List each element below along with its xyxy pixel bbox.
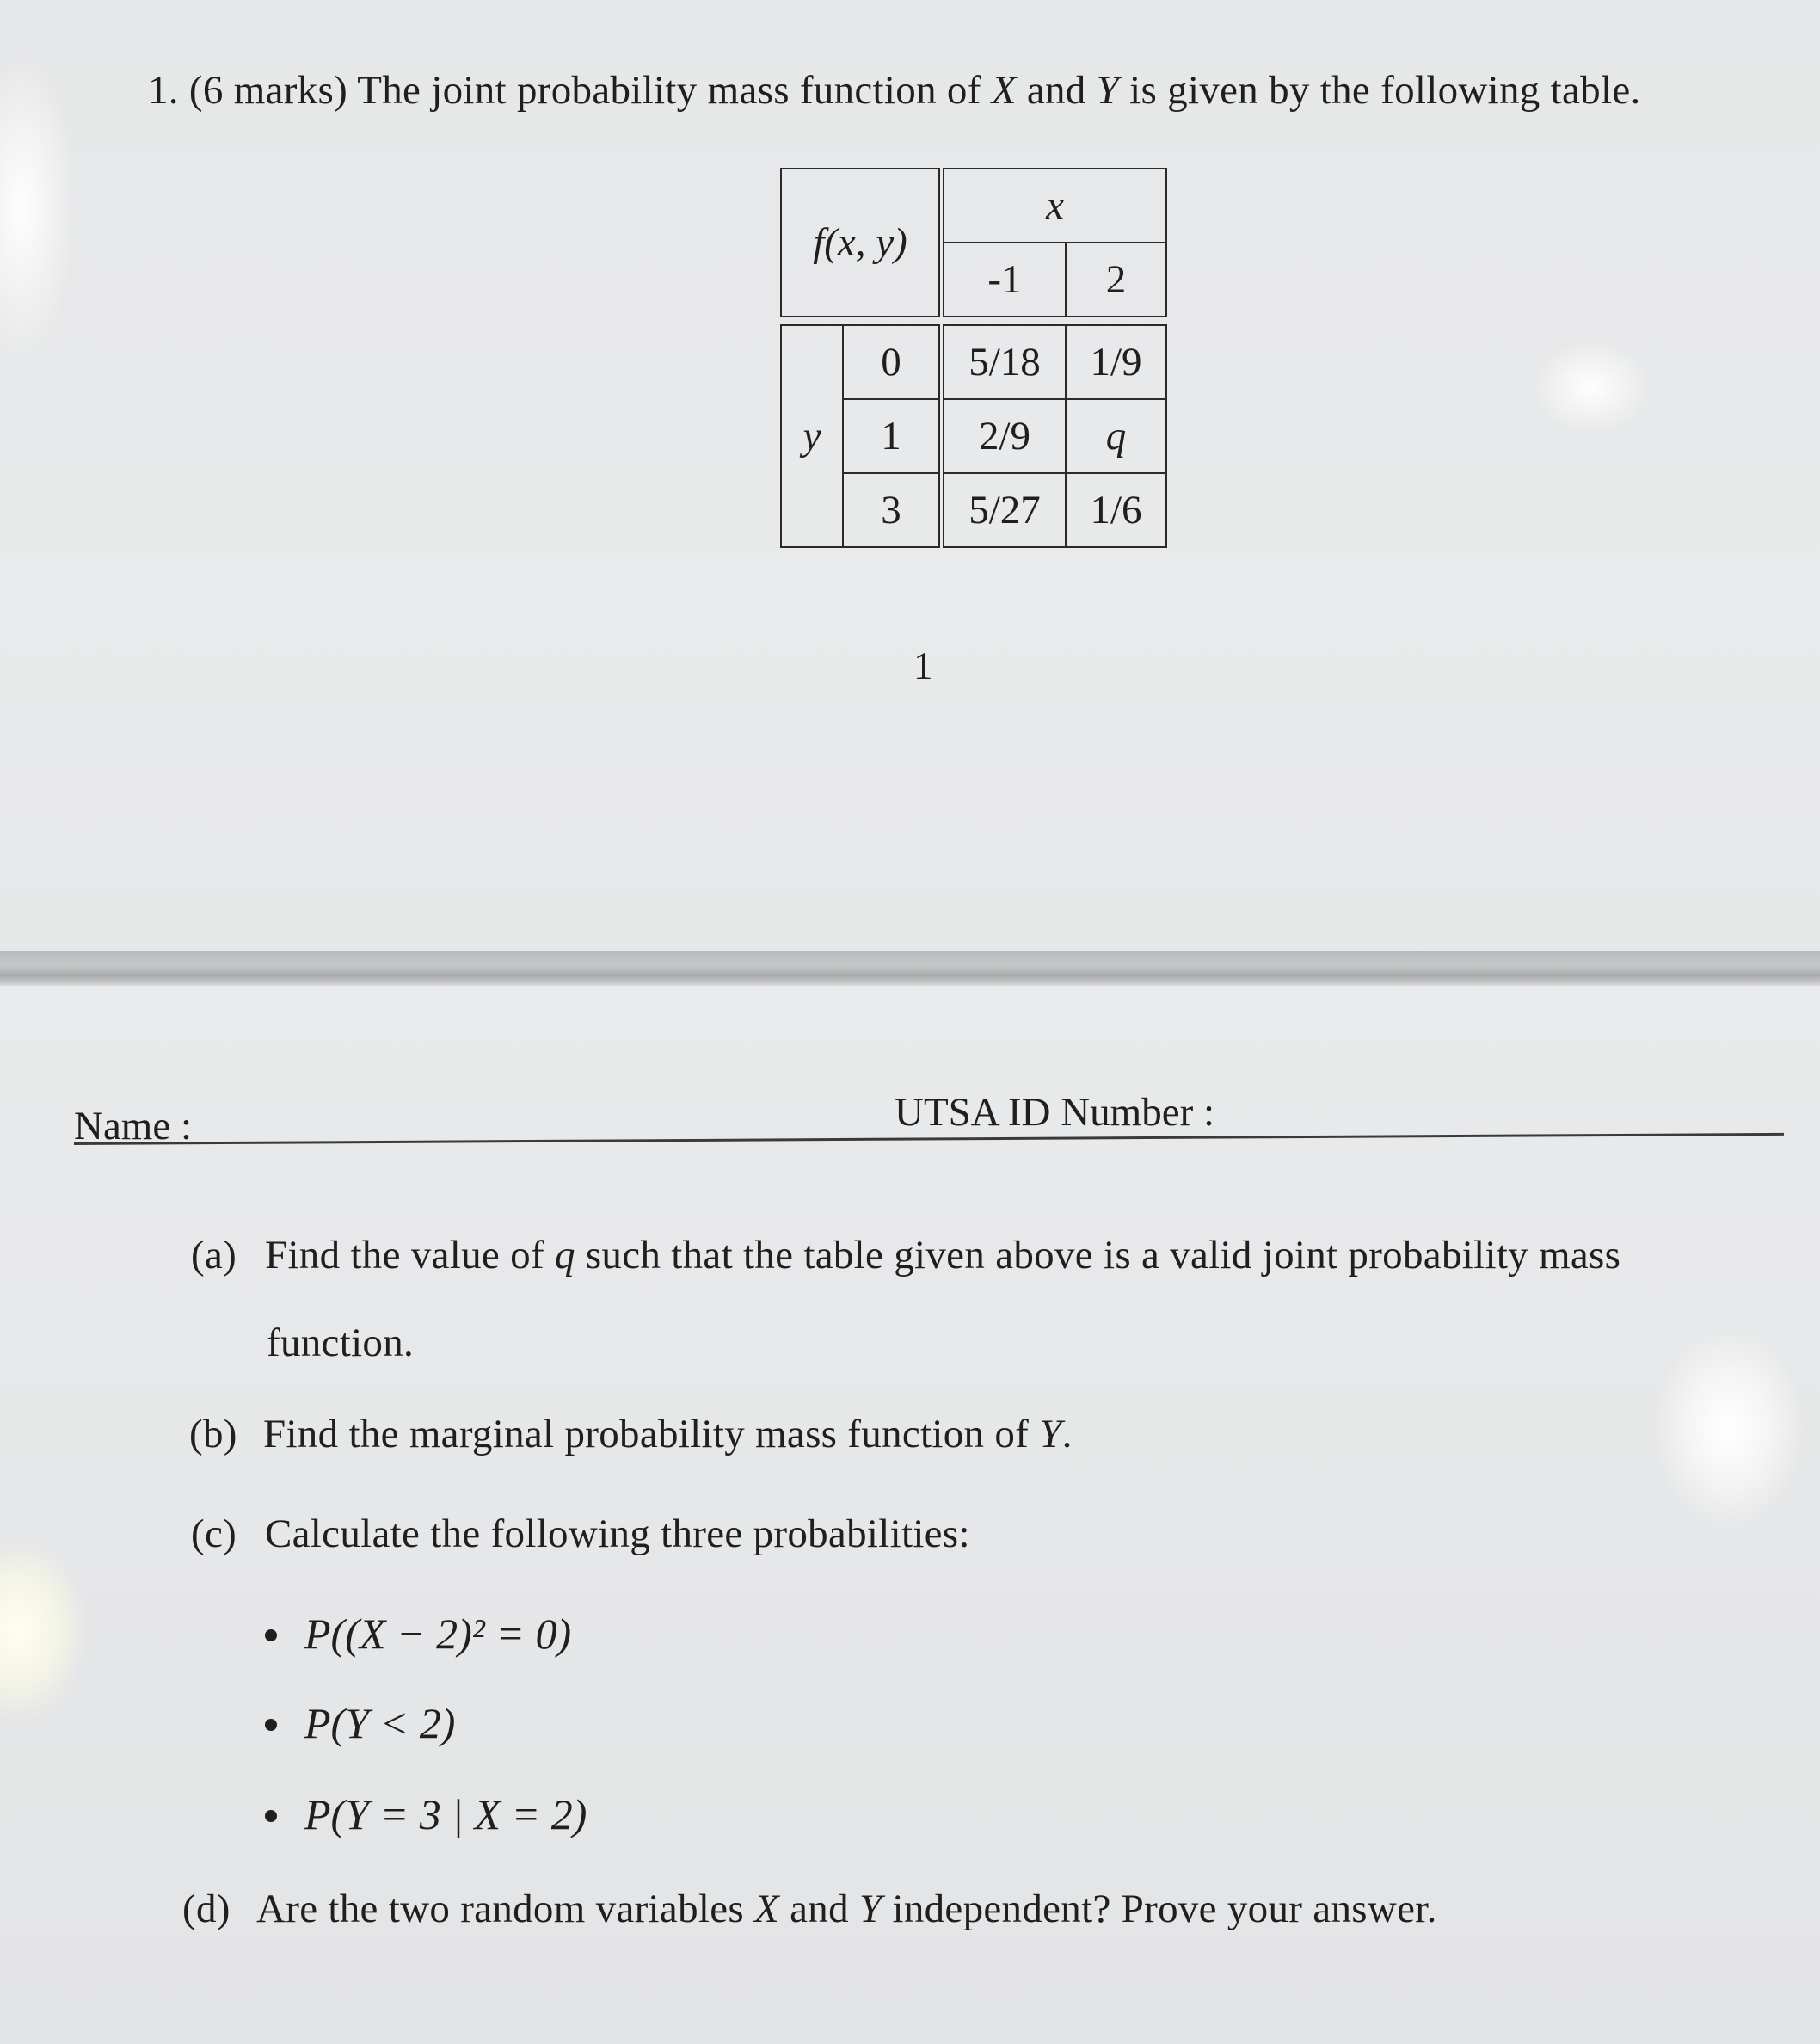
glare-left-top	[0, 52, 77, 361]
var-y: Y	[1096, 68, 1120, 113]
part-a-line2: function.	[267, 1321, 415, 1365]
var-q: q	[554, 1233, 575, 1278]
var-y: Y	[1039, 1412, 1062, 1456]
part-b	[189, 1411, 1073, 1457]
part-d-text-pre: Are the two random variables	[256, 1887, 744, 1931]
table-cell: 1/9	[1066, 325, 1166, 399]
var-y: Y	[858, 1887, 882, 1931]
part-b-label: (b)	[189, 1412, 237, 1456]
table-corner-cell	[781, 169, 942, 317]
table-cell: q	[1066, 399, 1166, 473]
table-row	[781, 325, 1166, 399]
question-and: and	[1026, 68, 1086, 113]
question-text-pre: The joint probability mass function of	[357, 68, 981, 113]
part-a-text-post: such that the table given above is a valid joint probability mass	[585, 1233, 1621, 1278]
part-a	[191, 1232, 1620, 1278]
probability-expression: P(Y = 3 | X = 2)	[304, 1790, 587, 1838]
corner-label: f(x, y)	[813, 220, 907, 265]
bullet-item	[265, 1698, 455, 1748]
part-d-text-post: independent? Prove your answer.	[892, 1887, 1437, 1931]
part-c	[191, 1511, 970, 1557]
y-value-cell: 0	[843, 325, 942, 399]
part-d	[182, 1886, 1437, 1932]
y-label: y	[802, 414, 821, 459]
part-b-text-pre: Find the marginal probability mass function of	[263, 1412, 1030, 1456]
part-b-text-post: .	[1061, 1412, 1073, 1456]
question-heading	[148, 67, 1641, 114]
bullet-dot	[265, 1629, 277, 1641]
probability-expression: P(Y < 2)	[304, 1699, 456, 1747]
part-c-text: Calculate the following three probabilities:	[265, 1511, 970, 1556]
part-a-text-pre: Find the value of	[265, 1233, 544, 1278]
name-label: Name :	[74, 1104, 193, 1148]
page-number: 1	[913, 644, 933, 687]
y-value-cell: 3	[843, 473, 942, 547]
question-number: 1.	[148, 68, 179, 113]
x-value-cell: 2	[1066, 243, 1166, 317]
var-x: X	[754, 1887, 780, 1931]
bullet-item	[265, 1609, 571, 1659]
table-cell: 2/9	[942, 399, 1067, 473]
table-cell: 5/18	[942, 325, 1067, 399]
part-d-label: (d)	[182, 1887, 231, 1931]
y-label-cell	[781, 325, 843, 547]
var-x: X	[991, 68, 1017, 113]
part-c-label: (c)	[191, 1511, 237, 1556]
x-label: x	[1046, 183, 1064, 228]
question-text-post: is given by the following table.	[1129, 68, 1641, 113]
table-cell: 5/27	[942, 473, 1067, 547]
joint-pmf-table	[780, 168, 1167, 548]
part-d-and: and	[790, 1887, 849, 1931]
y-value-cell: 1	[843, 399, 942, 473]
bullet-item	[265, 1789, 587, 1839]
page-divider	[0, 951, 1820, 986]
glare-right-top	[1531, 340, 1651, 434]
table-header-row-1	[781, 169, 1166, 243]
part-a-label: (a)	[191, 1233, 237, 1278]
table-cell: 1/6	[1066, 473, 1166, 547]
question-marks: (6 marks)	[188, 68, 348, 113]
id-label: UTSA ID Number :	[895, 1090, 1215, 1135]
probability-expression: P((X − 2)² = 0)	[304, 1610, 572, 1658]
bullet-dot	[265, 1719, 277, 1731]
x-label-cell	[942, 169, 1167, 243]
x-value-cell: -1	[942, 243, 1067, 317]
bullet-dot	[265, 1810, 277, 1822]
